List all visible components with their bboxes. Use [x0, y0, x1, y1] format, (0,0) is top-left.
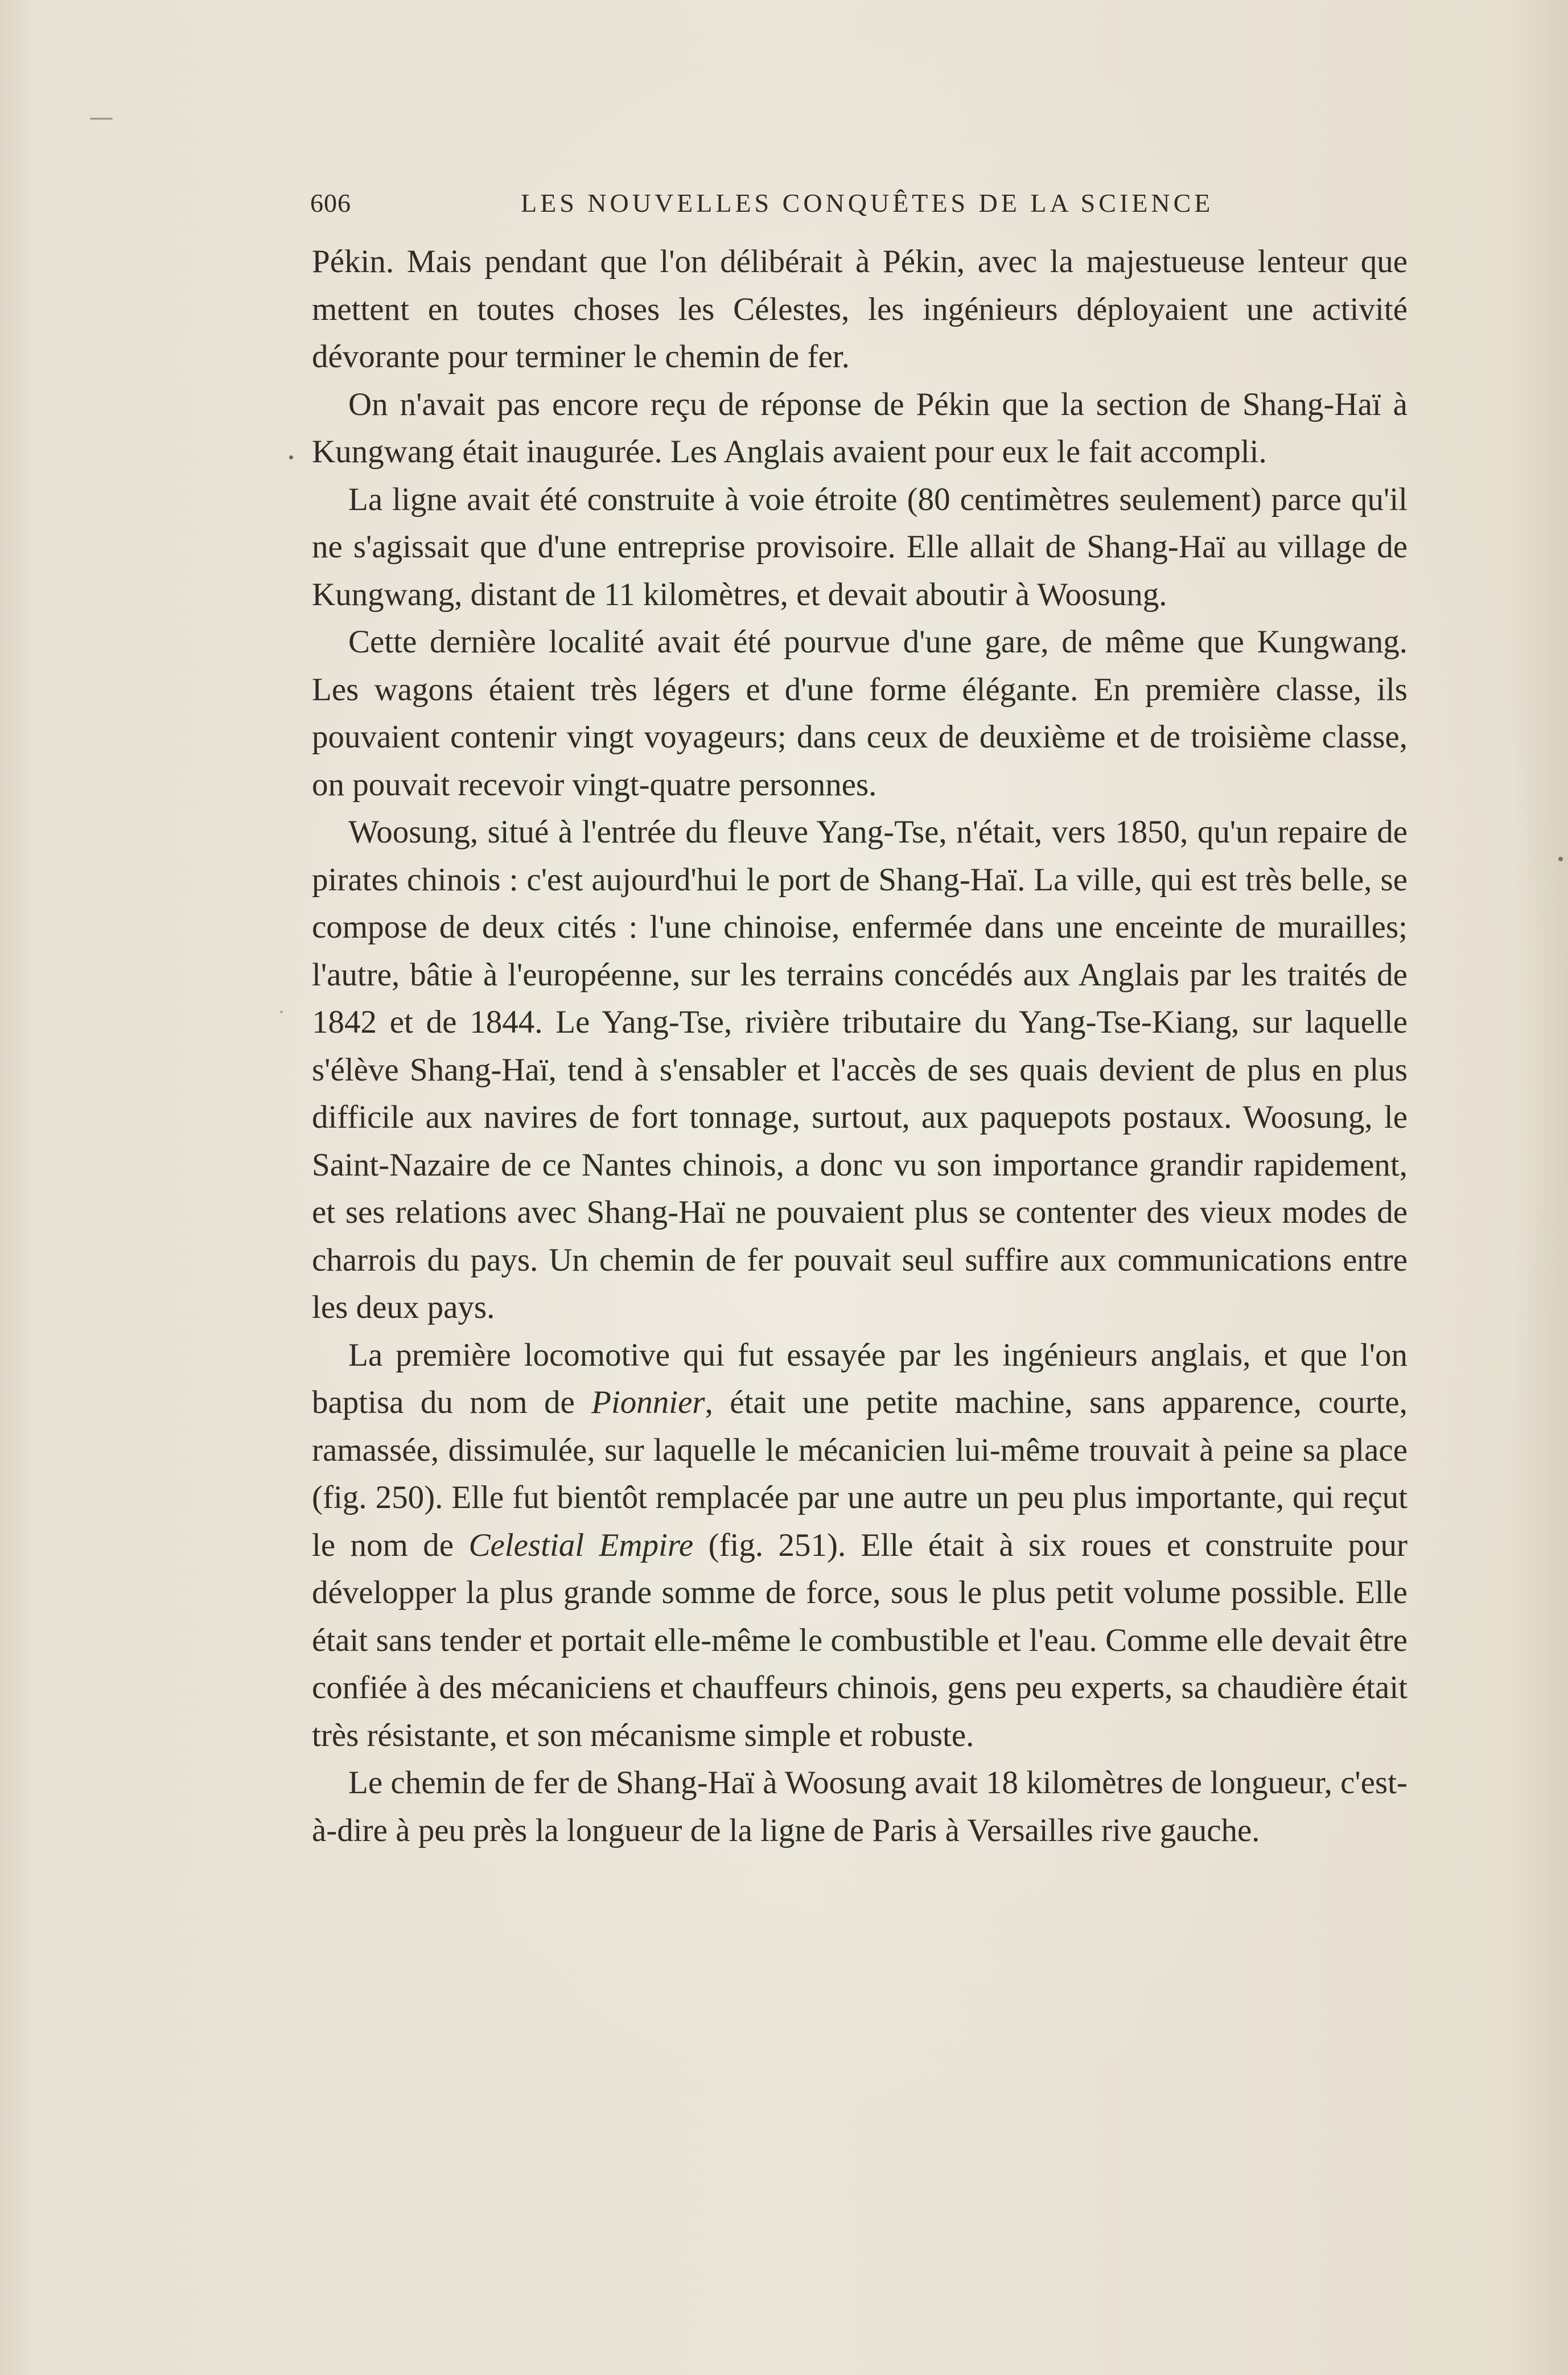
locomotive-name-celestial-empire: Celestial Empire	[468, 1527, 694, 1563]
paragraph-7: Le chemin de fer de Shang-Haï à Woosung avait 18 kilomètres de longueur, c'est-à-dire à peu près la longueur de la ligne de Paris à Versailles rive gauche.	[312, 1765, 1408, 1848]
running-title: LES NOUVELLES CONQUÊTES DE LA SCIENCE	[521, 188, 1214, 217]
paragraph-5: Woosung, situé à l'entrée du fleuve Yang-Tse, n'était, vers 1850, qu'un repaire de pirates chinois : c'est aujourd'hui le port de Shang-Haï. La ville, qui est très belle, se compose de deux cités : l'une chinoise, enfermée dans une enceinte de murailles; l'autre, bâtie à l'européenne, sur les terrains concédés aux Anglais par les traités de 1842 et de 1844. Le Yang-Tse, rivière tributaire du Yang-Tse-Kiang, sur laquelle s'élève Shang-Haï, tend à s'ensabler et l'accès de ses quais devient de plus en plus difficile aux navires de fort tonnage, surtout, aux paquepots postaux. Woosung, le Saint-Nazaire de ce Nantes chinois, a donc vu son importance grandir rapidement, et ses relations avec Shang-Haï ne pouvaient plus se contenter des vieux modes de charrois du pays. Un chemin de fer pouvait seul suffire aux communications entre les deux pays.	[312, 814, 1408, 1325]
paragraph-4: Cette dernière localité avait été pourvue d'une gare, de même que Kungwang. Les wagons étaient très légers et d'une forme élégante. En première classe, ils pouvaient contenir vingt voyageurs; dans ceux de deuxième et de troisième classe, on pouvait recevoir vingt-quatre personnes.	[312, 624, 1408, 803]
paragraph-6-text-b: , était une petite machine, sans apparence, courte, ramassée, dissimulée, sur laquelle le mécanicien lui-même trouvait à peine sa place (fig. 250). Elle fut bientôt remplacée par une autre un peu plus importante, qui reçut le nom de	[312, 1384, 1408, 1563]
page-header	[310, 188, 1403, 222]
body-text	[312, 238, 1408, 1854]
locomotive-name-pionnier: Pionnier	[591, 1384, 705, 1420]
paragraph-6	[312, 1332, 1408, 1760]
paragraph-6-text-c: (fig. 251). Elle était à six roues et construite pour développer la plus grande somme de force, sous le plus petit volume possible. Elle était sans tender et portait elle-même le combustible et l'eau. Comme elle devait être confiée à des mécaniciens et chauffeurs chinois, gens peu experts, sa chaudière était très résistante, et son mécanisme simple et robuste.	[312, 1527, 1408, 1753]
margin-speck	[280, 1010, 283, 1013]
paragraph-2: On n'avait pas encore reçu de réponse de Pékin que la section de Shang-Haï à Kungwang était inaugurée. Les Anglais avaient pour eux le fait accompli.	[312, 386, 1408, 470]
page-number: 606	[310, 188, 351, 217]
paragraph-3: La ligne avait été construite à voie étroite (80 centimètres seulement) parce qu'il ne s'agissait que d'une entreprise provisoire. Elle allait de Shang-Haï au village de Kungwang, distant de 11 kilomètres, et devait aboutir à Woosung.	[312, 481, 1408, 613]
margin-speck	[90, 118, 113, 120]
margin-speck	[1558, 857, 1563, 861]
margin-speck	[289, 455, 293, 459]
paragraph-1: Pékin. Mais pendant que l'on délibérait à Pékin, avec la majestueuse lenteur que mettent en toutes choses les Célestes, les ingénieurs déployaient une activité dévorante pour terminer le chemin de fer.	[312, 244, 1408, 375]
paragraph-6-text-a: La première locomotive qui fut essayée par les ingénieurs anglais, et que l'on baptisa du nom de	[312, 1337, 1408, 1420]
